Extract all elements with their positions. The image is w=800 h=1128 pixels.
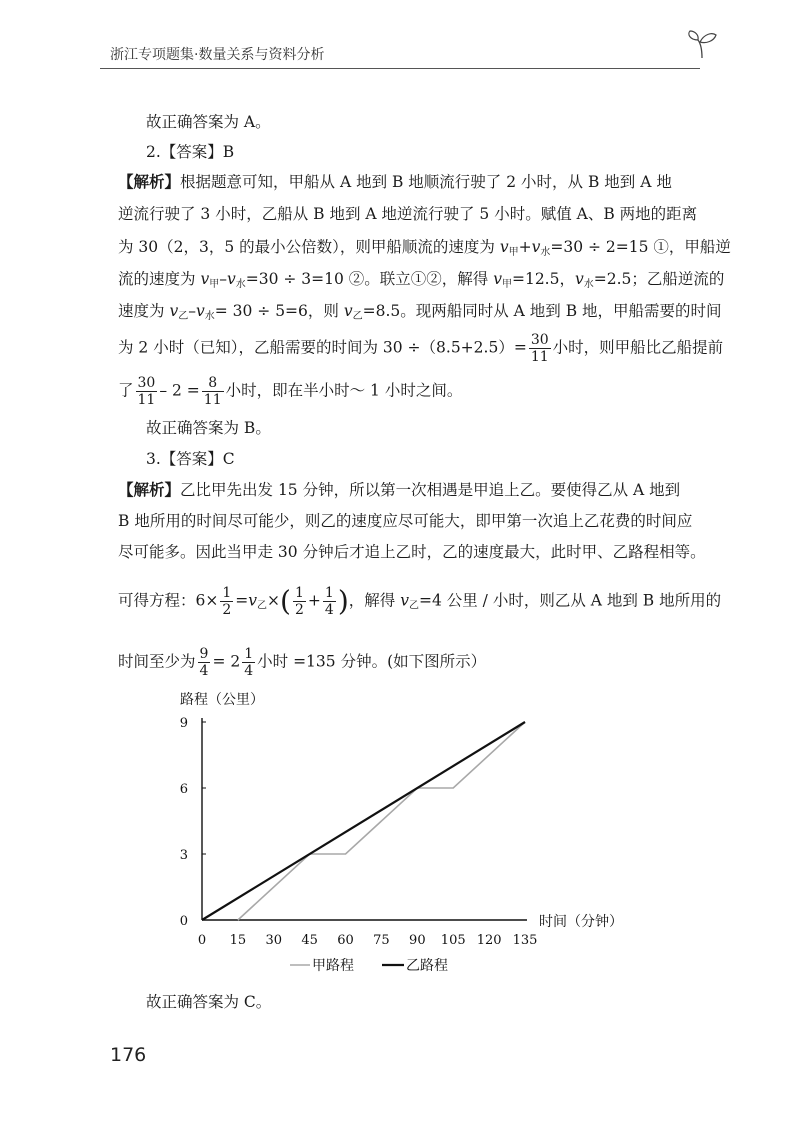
y-tick-label: 3 [179,848,188,863]
q2-line-6 [118,332,723,365]
var-v: v [493,270,502,288]
q2-text-7c: 小时，即在半小时～ 1 小时之间。 [225,381,463,400]
q3-line-4 [118,585,721,618]
q2-text-7a: 了 [118,381,134,400]
x-tick-label: 90 [409,933,426,948]
var-v: v [400,591,409,610]
q2-text-4c: =12.5， [511,270,575,288]
q3-line-5 [118,646,486,679]
legend-label-jia: 甲路程 [312,958,354,974]
series-line-yi [202,722,525,920]
q2-text-3b: =30 ÷ 2=15 ①，甲船逆 [550,238,731,256]
q2-analysis-tag: 【解析】 [118,172,181,191]
q2-text-5b: = 30 ÷ 5=6，则 [214,302,344,320]
equals-two: = 2 [212,652,241,671]
right-paren: ) [337,584,349,618]
answer-line-1: 故正确答案为 A。 [146,113,271,131]
x-tick-label: 30 [265,933,283,948]
fraction-1-2: $\frac{1}{2}$ [294,585,304,618]
fraction-30-11: $\frac{30}{11}$ [530,332,549,365]
page-number: 176 [110,1044,147,1066]
series-line-jia [238,722,525,920]
q3-line-2: B 地所用的时间尽可能少，则乙的速度应尽可能大，即甲第一次追上乙花费的时间应 [118,512,693,530]
var-v: v [195,302,205,320]
header-rule [100,68,700,69]
legend-label-yi: 乙路程 [406,958,448,974]
q3-text-4b: ，解得 [348,591,401,610]
sprout-icon [684,28,720,60]
q2-text-1: 根据题意可知，甲船从 A 地到 B 地顺流行驶了 2 小时，从 B 地到 A 地 [180,173,672,191]
fraction-1-4: $\frac{1}{4}$ [324,585,334,618]
left-paren: ( [280,584,291,618]
var-v: v [574,270,584,288]
var-v: v [169,302,179,320]
sub-shui: 水 [540,247,551,258]
equals-sign: = [235,591,249,610]
sub-shui: 水 [204,311,215,322]
sub-yi: 乙 [352,311,363,322]
x-tick-label: 135 [512,933,538,948]
q3-text-5a: 时间至少为 [118,652,196,671]
times-sign: × [267,591,281,610]
var-v: v [499,238,509,256]
x-tick-label: 0 [197,933,207,948]
q2-line-3 [118,237,731,263]
var-v: v [248,591,258,610]
sub-yi: 乙 [257,600,268,612]
y-axis-label: 路程（公里） [180,692,264,708]
sub-jia: 甲 [501,279,512,290]
q3-text-4c: =4 公里 / 小时，则乙从 A 地到 B 地所用的 [418,591,722,610]
q2-text-5a: 速度为 [118,302,170,320]
sub-shui: 水 [235,279,246,290]
x-tick-label: 60 [337,933,354,948]
q2-line-7 [118,375,462,408]
q3-line-3: 尽可能多。因此当甲走 30 分钟后才追上乙时，乙的速度最大，此时甲、乙路程相等。 [118,543,706,561]
distance-time-chart [150,684,623,984]
y-tick-label: 9 [179,716,188,731]
q2-text-6b: 小时，则甲船比乙船提前 [552,338,724,357]
q2-answer-heading: 2.【答案】B [146,143,235,161]
var-v: v [343,302,353,320]
plus-sign: + [518,238,532,256]
running-header: 浙江专项题集·数量关系与资料分析 [110,47,325,63]
x-tick-label: 75 [373,933,390,948]
minus-sign: – [188,302,196,320]
q3-answer-heading: 3.【答案】C [146,450,235,468]
q2-text-5c: =8.5。现两船同时从 A 地到 B 地，甲船需要的时间 [362,302,722,320]
q2-text-7b: – 2 = [159,381,200,400]
x-tick-label: 105 [440,933,466,948]
q3-text-5b: 小时 =135 分钟。(如下图所示） [257,652,487,671]
q2-text-4b: =30 ÷ 3=10 ②。联立①②，解得 [245,270,494,288]
sub-yi: 乙 [408,600,419,612]
plus-sign: + [307,591,321,610]
q2-text-6a: 为 2 小时（已知），乙船需要的时间为 30 ÷（8.5+2.5）= [118,338,527,357]
answer-line-3: 故正确答案为 C。 [146,993,272,1011]
q3-line-1 [118,480,680,500]
q2-line-1 [118,172,672,192]
sub-jia: 甲 [209,279,220,290]
var-v: v [226,270,236,288]
x-tick-label: 45 [301,933,318,948]
fraction-1-2: $\frac{1}{2}$ [222,585,232,618]
q2-text-4d: =2.5；乙船逆流的 [593,270,725,288]
fraction-8-11: $\frac{8}{11}$ [203,375,222,408]
q3-text-1: 乙比甲先出发 15 分钟，所以第一次相遇是甲追上乙。要使得乙从 A 地到 [180,481,681,499]
q3-text-4a: 可得方程：6× [118,591,219,610]
sub-yi: 乙 [178,311,189,322]
fraction-9-4: $\frac{9}{4}$ [199,646,209,679]
x-tick-label: 15 [229,933,247,948]
q2-line-2: 逆流行驶了 3 小时，乙船从 B 地到 A 地逆流行驶了 5 小时。赋值 A、B 两地的距离 [118,205,698,223]
fraction-30-11: $\frac{30}{11}$ [137,375,156,408]
y-tick-label: 0 [179,914,188,929]
y-tick-label: 6 [179,782,188,797]
q2-line-4 [118,269,724,295]
x-axis-label: 时间（分钟） [539,914,623,930]
q2-text-3a: 为 30（2，3，5 的最小公倍数），则甲船顺流的速度为 [118,238,500,256]
q2-text-4a: 流的速度为 [118,270,201,288]
sub-jia: 甲 [508,247,519,258]
var-v: v [531,238,541,256]
fraction-1-4: $\frac{1}{4}$ [244,646,254,679]
var-v: v [200,270,210,288]
q3-analysis-tag: 【解析】 [118,480,181,499]
answer-line-2: 故正确答案为 B。 [146,419,271,437]
minus-sign: – [219,270,227,288]
q2-line-5 [118,301,722,327]
x-tick-label: 120 [476,933,502,948]
sub-shui: 水 [583,279,594,290]
